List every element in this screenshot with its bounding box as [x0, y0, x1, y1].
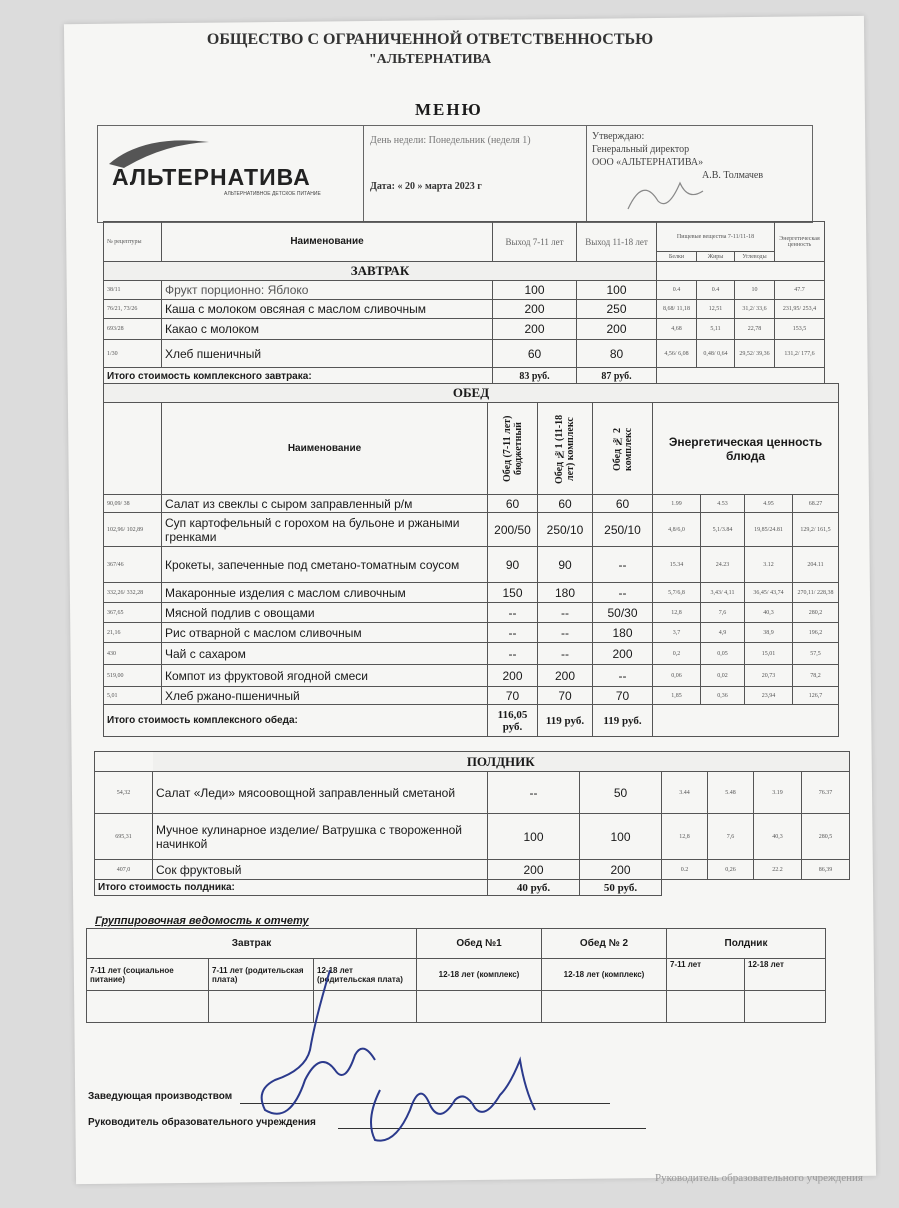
recipe-num: 5,01 [104, 687, 162, 705]
lunch-col-complex1: Обед №1 (11-18 лет) комплекс [554, 413, 576, 484]
portion: 200 [538, 665, 593, 687]
col-name: Наименование [162, 222, 493, 262]
org-line1: ОБЩЕСТВО С ОГРАНИЧЕННОЙ ОТВЕТСТВЕННОСТЬЮ [206, 31, 654, 48]
fat: 0,26 [708, 860, 754, 880]
table-row [104, 603, 839, 623]
portion: 200 [580, 860, 662, 880]
carb: 36,45/ 43,74 [745, 583, 793, 603]
org-line2: "АЛЬТЕРНАТИВА [368, 52, 492, 67]
fat: 4.53 [701, 495, 745, 513]
portion: 200 [577, 319, 657, 340]
dish-name: Макаронные изделия с маслом сливочным [162, 583, 488, 603]
school-head-label: Руководитель образовательного учреждения [88, 1117, 316, 1128]
fat: 5,1/3.84 [701, 513, 745, 547]
menu-date: Дата: « 20 » марта 2023 г [370, 181, 482, 192]
table-row [104, 513, 839, 547]
signature-head-icon [360, 1050, 550, 1150]
recipe-num: 332,26/ 332,28 [104, 583, 162, 603]
energy: 86,39 [802, 860, 850, 880]
report-cell [745, 991, 826, 1023]
portion: -- [488, 643, 538, 665]
recipe-num: 38/11 [104, 281, 162, 300]
portion: -- [538, 623, 593, 643]
breakfast-table [103, 221, 825, 386]
breakfast-total-11-18: 87 руб. [577, 368, 657, 386]
portion: 50/30 [593, 603, 653, 623]
carb: 29,52/ 39,36 [735, 340, 775, 368]
portion: -- [593, 665, 653, 687]
dish-name: Компот из фруктовой ягодной смеси [162, 665, 488, 687]
energy: 76.37 [802, 772, 850, 814]
recipe-num: 695,31 [95, 814, 153, 860]
fat: 5.48 [708, 772, 754, 814]
col-recipe-num: № рецептуры [104, 222, 162, 262]
fat: 12,51 [697, 300, 735, 319]
fat: 0,36 [701, 687, 745, 705]
report-col-snack: Полдник [667, 929, 826, 959]
menu-title: МЕНЮ [415, 100, 483, 119]
section-lunch: ОБЕД [104, 384, 839, 403]
protein: 4,8/6,0 [653, 513, 701, 547]
fat: 4,9 [701, 623, 745, 643]
col-out-11-18: Выход 11-18 лет [577, 222, 657, 262]
dish-name: Какао с молоком [162, 319, 493, 340]
carb: 10 [735, 281, 775, 300]
portion: 250/10 [593, 513, 653, 547]
header-box [97, 125, 813, 223]
portion: 200 [493, 319, 577, 340]
portion: 50 [580, 772, 662, 814]
dish-name: Салат из свеклы с сыром заправленный р/м [162, 495, 488, 513]
carb: 3.12 [745, 547, 793, 583]
protein: 0.2 [662, 860, 708, 880]
energy: 280,5 [802, 814, 850, 860]
report-sub-parent-12-18: 12-18 лет (родительская плата) [314, 959, 417, 991]
report-sub-snack-7-11: 7-11 лет [667, 959, 745, 991]
report-cell [542, 991, 667, 1023]
report-cell [87, 991, 209, 1023]
fat: 5,11 [697, 319, 735, 340]
energy: 126,7 [793, 687, 839, 705]
snack-total-12-18: 50 руб. [580, 880, 662, 896]
table-row [95, 860, 850, 880]
recipe-num: 519,00 [104, 665, 162, 687]
fat: 0,02 [701, 665, 745, 687]
portion: 100 [493, 281, 577, 300]
col-out-7-11: Выход 7-11 лет [493, 222, 577, 262]
fat: 24.23 [701, 547, 745, 583]
protein: 4,56/ 6,08 [657, 340, 697, 368]
fat: 0.4 [697, 281, 735, 300]
protein: 0,2 [653, 643, 701, 665]
logo-text: АЛЬТЕРНАТИВА [112, 164, 311, 190]
table-row [95, 772, 850, 814]
table-row [104, 281, 825, 300]
table-row [104, 547, 839, 583]
carb: 3.19 [754, 772, 802, 814]
energy: 280,2 [793, 603, 839, 623]
production-manager-label: Заведующая производством [88, 1091, 233, 1102]
table-row [104, 319, 825, 340]
energy: 78,2 [793, 665, 839, 687]
recipe-num: 54,32 [95, 772, 153, 814]
portion: 200 [493, 300, 577, 319]
table-row [104, 340, 825, 368]
report-sub-parent-7-11: 7-11 лет (родительская плата) [209, 959, 314, 991]
carb: 40,3 [745, 603, 793, 623]
portion: 180 [593, 623, 653, 643]
portion: 90 [488, 547, 538, 583]
report-cell [417, 991, 542, 1023]
approval-line3: ООО «АЛЬТЕРНАТИВА» [592, 157, 704, 168]
portion: 200 [488, 665, 538, 687]
portion: 70 [538, 687, 593, 705]
energy: 57,5 [793, 643, 839, 665]
portion: 100 [580, 814, 662, 860]
lunch-total-complex2: 119 руб. [593, 705, 653, 737]
protein: 5,7/6,8 [653, 583, 701, 603]
protein: 1,85 [653, 687, 701, 705]
energy: 204.11 [793, 547, 839, 583]
recipe-num: 102,96/ 102,89 [104, 513, 162, 547]
dish-name: Хлеб ржано-пшеничный [162, 687, 488, 705]
lunch-total-complex1: 119 руб. [538, 705, 593, 737]
report-col-breakfast: Завтрак [87, 929, 417, 959]
table-row [104, 583, 839, 603]
portion: 150 [488, 583, 538, 603]
recipe-num: 1/30 [104, 340, 162, 368]
report-sub-social: 7-11 лет (социальное питание) [87, 959, 209, 991]
recipe-num: 430 [104, 643, 162, 665]
protein: 4,68 [657, 319, 697, 340]
energy: 129,2/ 161,5 [793, 513, 839, 547]
dish-name: Крокеты, запеченные под сметано-томатным соусом [162, 547, 488, 583]
logo [104, 134, 354, 214]
portion: -- [538, 643, 593, 665]
portion: 60 [538, 495, 593, 513]
approval-line2: Генеральный директор [592, 144, 690, 155]
director-signature-icon [618, 171, 708, 216]
energy: 270,11/ 228,38 [793, 583, 839, 603]
portion: 100 [488, 814, 580, 860]
portion: -- [593, 583, 653, 603]
dish-name: Хлеб пшеничный [162, 340, 493, 368]
energy: 47.7 [775, 281, 825, 300]
carb: 38,9 [745, 623, 793, 643]
portion: -- [538, 603, 593, 623]
col-nutrients: Пищевые вещества 7-11/11-18 [657, 222, 775, 252]
energy: 131,2/ 177,6 [775, 340, 825, 368]
protein: 12,8 [653, 603, 701, 623]
section-snack: ПОЛДНИК [153, 752, 850, 772]
lunch-col-energy: Энергетическая ценность блюда [653, 403, 839, 495]
portion: 60 [488, 495, 538, 513]
approval-line4: А.В. Толмачев [702, 170, 764, 181]
portion: 180 [538, 583, 593, 603]
portion: 60 [493, 340, 577, 368]
lunch-col-name: Наименование [162, 403, 488, 495]
fat: 3,43/ 4,11 [701, 583, 745, 603]
col-carb: Углеводы [735, 252, 775, 262]
fat: 0,48/ 0,64 [697, 340, 735, 368]
col-fat: Жиры [697, 252, 735, 262]
dish-name: Салат «Леди» мясоовощной заправленный сметаной [153, 772, 488, 814]
recipe-num: 367/46 [104, 547, 162, 583]
breakfast-total-label: Итого стоимость комплексного завтрака: [104, 368, 493, 386]
portion: 60 [593, 495, 653, 513]
portion: 80 [577, 340, 657, 368]
report-col-lunch2: Обед № 2 [542, 929, 667, 959]
protein: 0.4 [657, 281, 697, 300]
carb: 40,3 [754, 814, 802, 860]
carb: 23,94 [745, 687, 793, 705]
report-title: Группировочная ведомость к отчету [95, 915, 309, 927]
energy: 196,2 [793, 623, 839, 643]
faint-bottom-text: Руководитель образовательного учреждения [655, 1172, 863, 1184]
portion: 250 [577, 300, 657, 319]
protein: 3,7 [653, 623, 701, 643]
dish-name: Сок фруктовый [153, 860, 488, 880]
dish-name: Чай с сахаром [162, 643, 488, 665]
table-row [104, 300, 825, 319]
recipe-num: 407,0 [95, 860, 153, 880]
lunch-col-budget: Обед (7-11 лет) бюджетный [501, 415, 524, 482]
portion: -- [488, 623, 538, 643]
portion: 200 [593, 643, 653, 665]
carb: 19,85/24.81 [745, 513, 793, 547]
lunch-total-budget: 116,05 руб. [488, 705, 538, 737]
portion: -- [593, 547, 653, 583]
org-header [100, 30, 760, 70]
snack-total-7-11: 40 руб. [488, 880, 580, 896]
carb: 20,73 [745, 665, 793, 687]
carb: 31,2/ 33,6 [735, 300, 775, 319]
dish-name: Фрукт порционно: Яблоко [162, 281, 493, 300]
report-sub-snack-12-18: 12-18 лет [745, 959, 826, 991]
recipe-num: 76/21, 73/26 [104, 300, 162, 319]
lunch-table [103, 383, 839, 737]
fat: 0,05 [701, 643, 745, 665]
portion: 100 [577, 281, 657, 300]
recipe-num: 90,09/ 38 [104, 495, 162, 513]
day-of-week: День недели: Понедельник (неделя 1) [370, 135, 531, 146]
table-row [104, 687, 839, 705]
snack-table [94, 751, 850, 896]
table-row [104, 623, 839, 643]
dish-name: Суп картофельный с горохом на бульоне и ржаными гренками [162, 513, 488, 547]
energy: 231,95/ 253,4 [775, 300, 825, 319]
report-sub-lunch2: 12-18 лет (комплекс) [542, 959, 667, 991]
approval-line1: Утверждаю: [592, 131, 645, 142]
dish-name: Мучное кулинарное изделие/ Ватрушка с твороженной начинкой [153, 814, 488, 860]
table-row [104, 665, 839, 687]
recipe-num: 21,16 [104, 623, 162, 643]
breakfast-total-7-11: 83 руб. [493, 368, 577, 386]
portion: 70 [593, 687, 653, 705]
carb: 4.95 [745, 495, 793, 513]
report-table [86, 928, 826, 1023]
portion: -- [488, 603, 538, 623]
energy: 153,5 [775, 319, 825, 340]
carb: 22.2 [754, 860, 802, 880]
dish-name: Рис отварной с маслом сливочным [162, 623, 488, 643]
portion: 250/10 [538, 513, 593, 547]
table-row [95, 814, 850, 860]
fat: 7,6 [701, 603, 745, 623]
carb: 15,01 [745, 643, 793, 665]
protein: 0,06 [653, 665, 701, 687]
portion: 200 [488, 860, 580, 880]
report-sub-lunch1: 12-18 лет (комплекс) [417, 959, 542, 991]
portion: 90 [538, 547, 593, 583]
col-protein: Белки [657, 252, 697, 262]
recipe-num: 367,65 [104, 603, 162, 623]
portion: 200/50 [488, 513, 538, 547]
carb: 22,78 [735, 319, 775, 340]
table-row [104, 643, 839, 665]
lunch-total-label: Итого стоимость комплексного обеда: [104, 705, 488, 737]
protein: 8,68/ 11,18 [657, 300, 697, 319]
table-row [104, 495, 839, 513]
portion: 70 [488, 687, 538, 705]
logo-subtext: АЛЬТЕРНАТИВНОЕ ДЕТСКОЕ ПИТАНИЕ [224, 191, 321, 197]
fat: 7,6 [708, 814, 754, 860]
section-breakfast: ЗАВТРАК [104, 262, 657, 281]
portion: -- [488, 772, 580, 814]
dish-name: Каша с молоком овсяная с маслом сливочным [162, 300, 493, 319]
snack-total-label: Итого стоимость полдника: [95, 880, 488, 896]
recipe-num: 693/28 [104, 319, 162, 340]
protein: 12,8 [662, 814, 708, 860]
protein: 1.99 [653, 495, 701, 513]
report-col-lunch1: Обед №1 [417, 929, 542, 959]
energy: 68.27 [793, 495, 839, 513]
protein: 15.34 [653, 547, 701, 583]
col-energy: Энергетическая ценность [775, 222, 825, 262]
lunch-col-complex2: Обед № 2 комплекс [611, 427, 634, 471]
report-cell [667, 991, 745, 1023]
protein: 3.44 [662, 772, 708, 814]
dish-name: Мясной подлив с овощами [162, 603, 488, 623]
